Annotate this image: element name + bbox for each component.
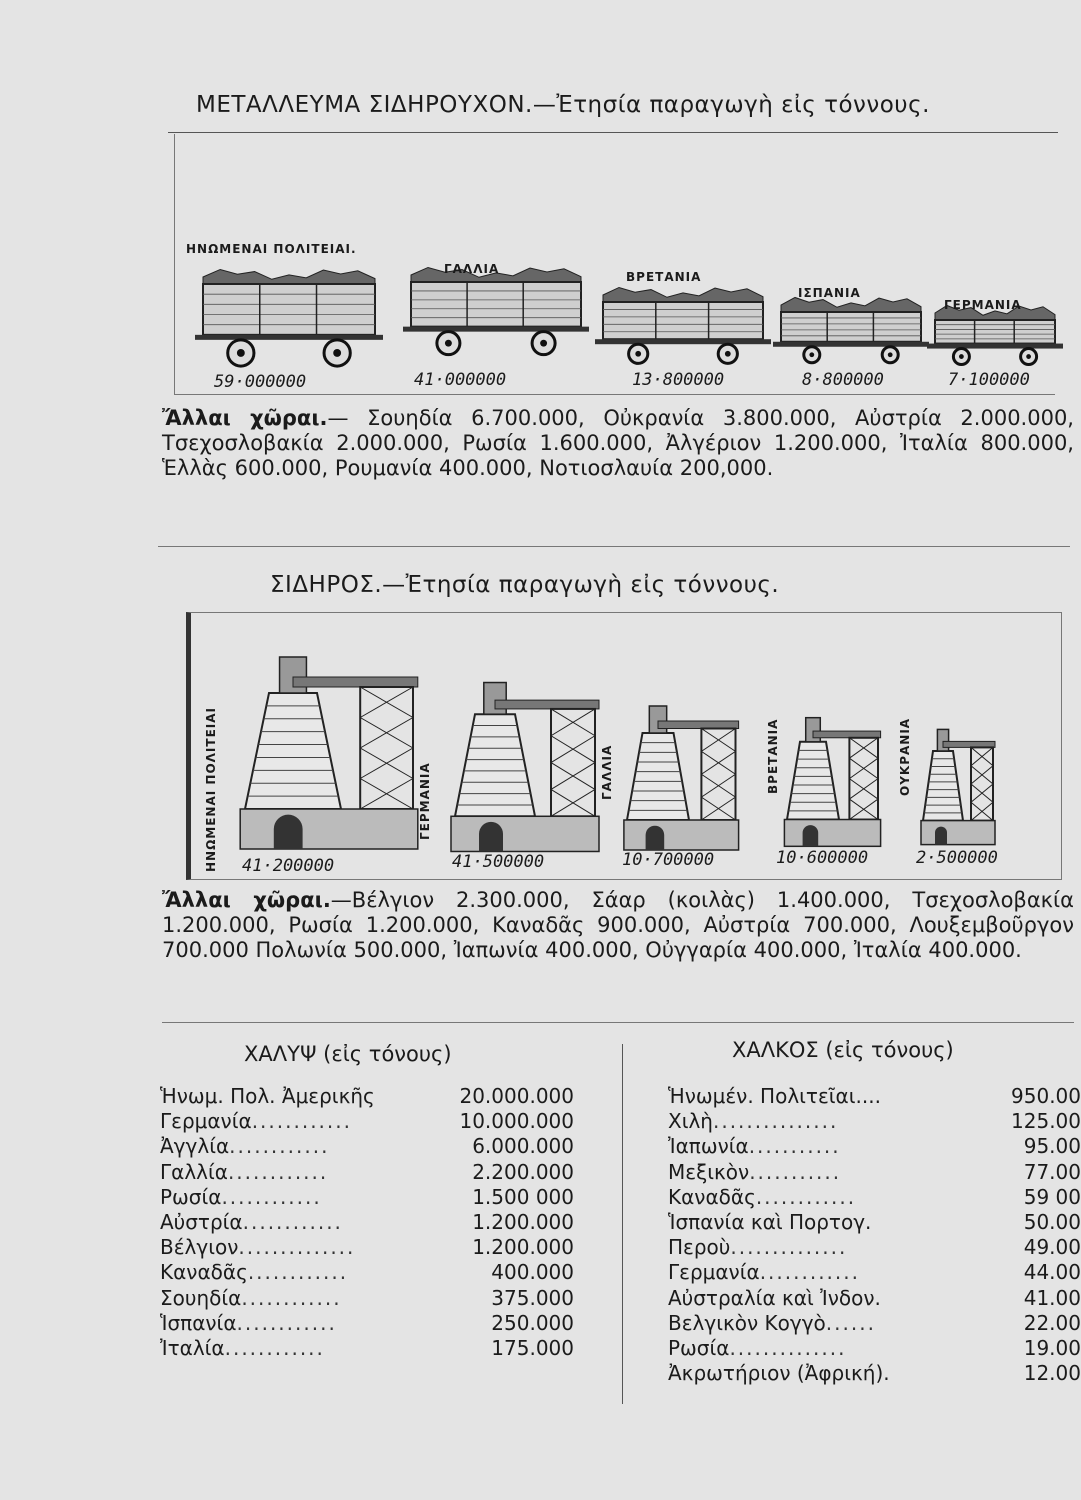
ore-label-usa: ΗΝΩΜΕΝΑΙ ΠΟΛΙΤΕΙΑΙ. [186, 242, 357, 256]
steel-value: 1.500 000 [472, 1184, 574, 1209]
wagon-chassis [195, 335, 383, 340]
ore-wagon [403, 267, 589, 354]
furnace-stack [484, 683, 506, 715]
steel-country: Γερμανία [160, 1109, 252, 1134]
steel-table-row [160, 1235, 574, 1260]
blast-furnace [240, 657, 418, 849]
furnace-tower [627, 733, 689, 820]
copper-table-row [668, 1286, 1081, 1311]
furnace-tower [455, 714, 535, 816]
furnace-door [646, 826, 665, 850]
wagon-body [203, 284, 375, 335]
steel-value: 1.200.000 [472, 1235, 574, 1260]
iron-other-lead: Ἄλλαι χῶραι. [162, 888, 331, 912]
copper-value: 95.00 [1023, 1134, 1081, 1159]
copper-value: 44.00 [1023, 1260, 1081, 1285]
furnace-lift-tower [360, 687, 413, 809]
iron-heading: ΣΙΔΗΡΟΣ.—Ἐτησία παραγωγὴ εἰς τόννους. [270, 572, 780, 598]
iron-value-usa: 41·200000 [242, 856, 335, 876]
ore-other-text: — Σουηδία 6.700.000, Οὐκρανία 3.800.000, Αὐστρία 2.000.000, Τσεχοσλοβακία 2.000.000, Ρωσία 1.600.000, Ἀλγέριον 1.200.000, Ἰταλία 800.000, Ἑλλὰς 600.000, Ρουμανία 400.000, Νοτιοσλαυία 200,000. [162, 406, 1074, 480]
furnace-base [240, 809, 418, 849]
furnace-tower [787, 742, 839, 820]
steel-value: 175.000 [491, 1336, 574, 1360]
steel-table-row [160, 1109, 574, 1134]
ore-wagon [195, 269, 383, 366]
furnace-base [624, 820, 739, 850]
copper-table-row [668, 1235, 1081, 1260]
copper-table-row [668, 1361, 1081, 1386]
steel-leader-dots: ............ [221, 1184, 322, 1209]
steel-country: Καναδᾶς [160, 1260, 248, 1285]
steel-value: 6.000.000 [472, 1134, 574, 1159]
steel-table-row [160, 1311, 574, 1336]
iron-label-germany: ΓΕΡΜΑΝΙΑ [418, 762, 432, 840]
copper-value: 59 00 [1023, 1184, 1081, 1209]
steel-country: Ἀγγλία [160, 1134, 230, 1159]
wagon-chassis [773, 342, 929, 347]
ore-wagon [773, 297, 929, 362]
steel-value: 375.000 [491, 1285, 574, 1310]
steel-value: 2.200.000 [472, 1159, 574, 1184]
copper-table-row [668, 1134, 1081, 1159]
ore-value-spain: 8·800000 [802, 370, 884, 390]
iron-value-ukraine: 2·500000 [916, 848, 998, 868]
steel-country: Σουηδία [160, 1285, 242, 1310]
copper-leader-dots: ........... [749, 1159, 842, 1184]
furnace-door [935, 827, 947, 845]
steel-leader-dots: ............ [224, 1336, 325, 1360]
copper-leader-dots: .............. [730, 1235, 848, 1260]
ore-wagons-illustration [175, 134, 1055, 394]
ore-label-france: ΓΑΛΛΙΑ [444, 262, 500, 276]
wagon-chassis [595, 339, 771, 344]
furnace-lift-tower [971, 747, 993, 820]
iron-label-usa: ΗΝΩΜΕΝΑΙ ΠΟΛΙΤΕΙΑΙ [204, 707, 218, 872]
steel-table-row [160, 1286, 574, 1311]
steel-leader-dots: ............ [242, 1210, 343, 1234]
ore-value-germany: 7·100000 [948, 370, 1030, 390]
steel-table-row [160, 1336, 574, 1361]
iron-value-britain: 10·600000 [776, 848, 869, 868]
steel-value: 10.000.000 [459, 1109, 574, 1134]
copper-value: 41.00 [1023, 1285, 1081, 1310]
steel-value: 1.200.000 [472, 1210, 574, 1234]
copper-leader-dots: ............ [759, 1260, 860, 1285]
steel-value: 400.000 [491, 1260, 574, 1285]
copper-leader-dots: ........... [748, 1134, 841, 1159]
ore-value-france: 41·000000 [414, 370, 507, 390]
copper-country: Ἰαπωνία [668, 1134, 749, 1159]
steel-table-row [160, 1134, 574, 1159]
furnace-lift-tower [701, 729, 735, 821]
furnace-lift-tower [551, 709, 595, 816]
iron-label-ukraine: ΟΥΚΡΑΝΙΑ [898, 717, 912, 796]
section-divider-2 [162, 1022, 1074, 1023]
steel-table-row [160, 1210, 574, 1235]
iron-label-britain: ΒΡΕΤΑΝΙΑ [766, 718, 780, 794]
copper-table-row [668, 1210, 1081, 1235]
steel-value: 20.000.000 [459, 1084, 574, 1108]
ore-heap [603, 287, 763, 302]
steel-country: Ρωσία [160, 1184, 222, 1209]
ore-other-lead: Ἄλλαι χῶραι. [162, 406, 328, 430]
ore-label-spain: ΙΣΠΑΝΙΑ [798, 286, 861, 300]
copper-country: Βελγικὸν Κογγὸ [668, 1310, 826, 1335]
copper-country: Ἡνωμέν. Πολιτεῖαι.... [668, 1084, 881, 1108]
copper-leader-dots: ...... [825, 1310, 876, 1335]
furnace-gantry [495, 700, 599, 709]
copper-table-row [668, 1160, 1081, 1185]
blast-furnace [451, 683, 599, 852]
steel-country: Γαλλία [160, 1159, 228, 1184]
ore-label-germany: ΓΕΡΜΑΝΙΑ [944, 298, 1022, 312]
wagon-chassis [927, 344, 1063, 349]
iron-figure [186, 612, 1062, 880]
furnace-lift-tower [849, 738, 878, 820]
copper-value: 50.00 [1023, 1210, 1081, 1234]
steel-leader-dots: ............ [241, 1285, 342, 1310]
furnace-base [784, 820, 880, 847]
copper-value: 19.00 [1023, 1336, 1081, 1360]
copper-country: Ἱσπανία καὶ Πορτογ. [668, 1210, 872, 1234]
ore-heading-rule [168, 132, 1058, 133]
furnace-gantry [658, 721, 739, 729]
copper-table-row [668, 1109, 1081, 1134]
steel-table-row [160, 1185, 574, 1210]
furnace-door [803, 825, 819, 846]
steel-table-row [160, 1260, 574, 1285]
furnace-door [479, 822, 503, 852]
furnace-tower [245, 693, 341, 809]
steel-leader-dots: ............ [247, 1260, 349, 1285]
furnace-gantry [813, 731, 881, 738]
iron-value-france: 10·700000 [622, 850, 715, 870]
furnace-base [921, 821, 995, 845]
copper-table-row [668, 1084, 1081, 1109]
copper-table-row [668, 1336, 1081, 1361]
ore-figure [174, 134, 1055, 395]
ore-other-countries [162, 406, 1074, 481]
furnace-door [274, 815, 303, 849]
ore-heap [203, 269, 375, 284]
blast-furnace [784, 718, 880, 847]
copper-country: Ρωσία [668, 1336, 730, 1360]
steel-table-row [160, 1084, 574, 1109]
steel-country: Βέλγιον [160, 1235, 239, 1260]
steel-value: 250.000 [491, 1310, 574, 1335]
copper-country: Ἀκρωτήριον (Ἀφρική). [668, 1361, 890, 1386]
copper-leader-dots: ............ [755, 1184, 857, 1209]
copper-value: 950.00 [1011, 1084, 1081, 1108]
iron-label-france: ΓΑΛΛΙΑ [600, 744, 614, 800]
furnace-tower [923, 751, 963, 821]
ore-label-britain: ΒΡΕΤΑΝΙΑ [626, 270, 702, 284]
steel-leader-dots: ............ [236, 1310, 337, 1335]
furnace-base [451, 816, 599, 851]
steel-title: ΧΑΛΥΨ (εἰς τόνους) [244, 1042, 452, 1066]
section-divider-1 [158, 546, 1070, 547]
blast-furnace [624, 706, 739, 850]
wagon-body [935, 320, 1055, 344]
steel-table-row [160, 1160, 574, 1185]
wagon-chassis [403, 327, 589, 332]
steel-leader-dots: ............ [227, 1159, 329, 1184]
wagon-body [781, 312, 921, 342]
copper-table-row [668, 1185, 1081, 1210]
copper-country: Γερμανία [668, 1260, 760, 1285]
wagon-body [411, 282, 581, 327]
steel-leader-dots: ............ [251, 1109, 352, 1134]
steel-leader-dots: ............ [229, 1134, 330, 1159]
copper-table-row [668, 1311, 1081, 1336]
iron-other-text: —Βέλγιον 2.300.000, Σάαρ (κοιλὰς) 1.400.000, Τσεχοσλοβακία 1.200.000, Ρωσία 1.200.000, Καναδᾶς 900.000, Αὐστρία 700.000, Λουξεμβοῦργον 700.000 Πολωνία 500.000, Ἰαπωνία 400.000, Οὐγγαρία 400.000, Ἰταλία 400.000. [162, 888, 1074, 962]
ore-heading: ΜΕΤΑΛΛΕΥΜΑ ΣΙΔΗΡΟΥΧΟΝ.—Ἐτησία παραγωγὴ εἰς τόννους. [196, 92, 930, 118]
copper-leader-dots: .............. [729, 1336, 847, 1360]
copper-title: ΧΑΛΚΟΣ (εἰς τόνους) [732, 1038, 954, 1062]
steel-country: Ἡνωμ. Πολ. Ἀμερικῆς [160, 1084, 375, 1108]
steel-country: Αὐστρία [160, 1210, 243, 1234]
copper-country: Περοὺ [668, 1235, 731, 1260]
column-divider [622, 1044, 623, 1404]
copper-country: Χιλὴ [668, 1109, 713, 1134]
copper-value: 12.00 [1023, 1361, 1081, 1386]
copper-leader-dots: ............... [712, 1109, 839, 1134]
copper-value: 49.00 [1023, 1235, 1081, 1260]
furnace-stack [280, 657, 307, 693]
copper-value: 77.00 [1023, 1159, 1081, 1184]
copper-country: Μεξικὸν [668, 1159, 750, 1184]
blast-furnace [921, 729, 995, 844]
iron-value-germany: 41·500000 [452, 852, 545, 872]
furnace-gantry [293, 677, 418, 687]
ore-wagon [927, 305, 1063, 364]
ore-wagon [595, 287, 771, 363]
ore-value-britain: 13·800000 [632, 370, 725, 390]
wagon-body [603, 302, 763, 339]
copper-country: Καναδᾶς [668, 1184, 756, 1209]
steel-country: Ἱσπανία [160, 1310, 237, 1335]
steel-leader-dots: .............. [238, 1235, 356, 1260]
copper-country: Αὐστραλία καὶ Ἰνδον. [668, 1285, 881, 1310]
iron-furnaces-illustration [191, 613, 1061, 879]
ore-value-usa: 59·000000 [214, 372, 307, 392]
copper-value: 22.00 [1023, 1310, 1081, 1335]
copper-table-row [668, 1260, 1081, 1285]
iron-other-countries [162, 888, 1074, 963]
copper-value: 125.00 [1011, 1109, 1081, 1134]
steel-country: Ἰταλία [160, 1336, 225, 1360]
